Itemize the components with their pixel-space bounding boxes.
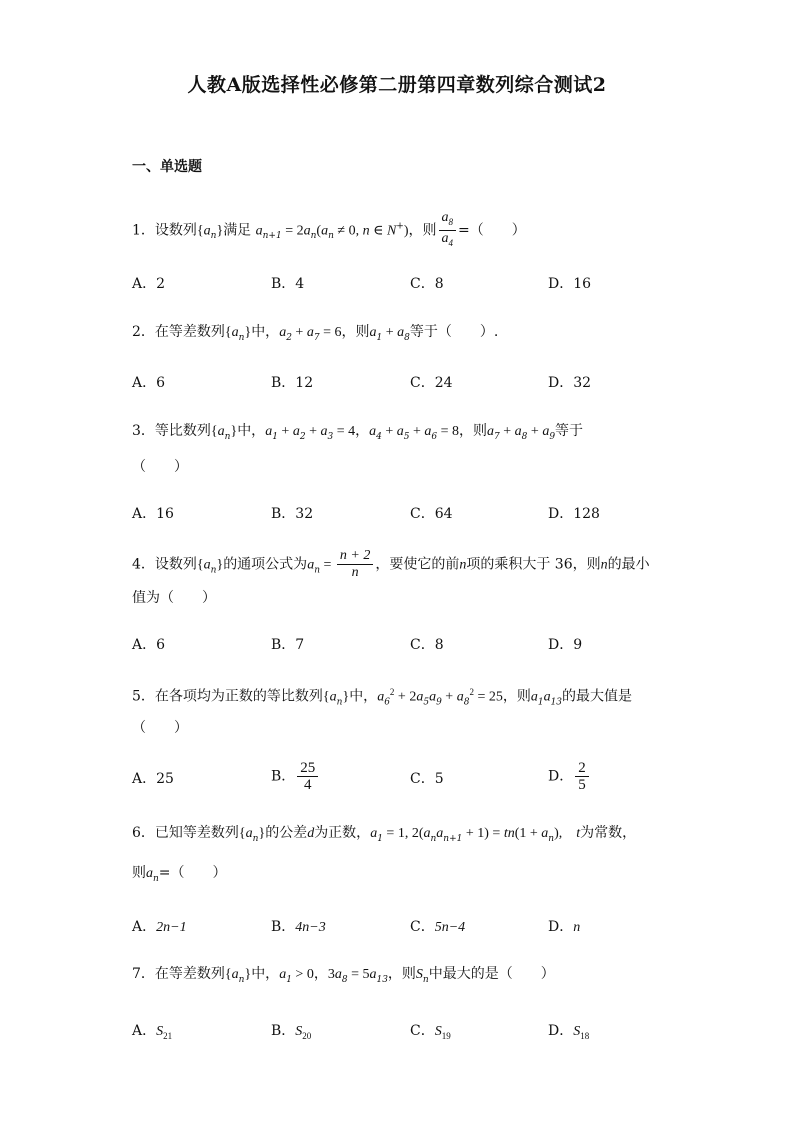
question-3: 3．等比数列$\{a_n\}$中，$a_1 + a_2 + a_3 = 4$，$a_4 + a_5 + a_6 = 8$，则$a_7 + a_8 + a_9$等于 (132, 423, 584, 442)
option-b[interactable]: B．$S_{20}$ (271, 1023, 312, 1041)
option-d[interactable]: D．$S_{18}$ (548, 1023, 590, 1041)
option-a[interactable]: A．25 (132, 771, 174, 787)
section-heading: 一、单选题 (132, 159, 202, 175)
question-6: 6．已知等差数列$\{a_n\}$的公差d为正数，$a_1 = 1$, $2(a_na_{n+1} + 1) = tn(1 + a_n)$, t为常数， (132, 825, 637, 844)
options-6 (132, 916, 652, 940)
option-a[interactable]: A．$S_{21}$ (132, 1023, 173, 1041)
option-d[interactable]: D．9 (548, 637, 583, 653)
options-3 (132, 503, 652, 527)
option-b[interactable]: B．7 (271, 637, 305, 653)
option-b[interactable]: B． $\frac{25}{4}$ (271, 760, 320, 793)
options-4 (132, 634, 652, 658)
option-c[interactable]: C．5 (410, 771, 444, 787)
option-d[interactable]: D．32 (548, 375, 592, 391)
option-b[interactable]: B．12 (271, 375, 314, 391)
options-2 (132, 372, 652, 396)
question-4: 4．设数列$\{a_n\}$的通项公式为$a_n$ = $\frac{n + 2}{n}$ ，要使它的前n项的乘积大于 36，则n的最小 (132, 548, 650, 580)
option-a[interactable]: A．16 (132, 506, 174, 522)
option-c[interactable]: C．5n−4 (410, 919, 466, 935)
option-d[interactable]: D． $\frac{2}{5}$ (548, 760, 591, 793)
option-a[interactable]: A．2 (132, 276, 166, 292)
option-a[interactable]: A．2n−1 (132, 919, 187, 935)
option-b[interactable]: B．4n−3 (271, 919, 326, 935)
question-1: 1．设数列$\{a_n\}$满足 $a_{n+1} = 2a_n(a_n \ne 0$, n ∈ N+)，则 $\frac{a_8}{a_4}$ =（ ） (132, 210, 526, 248)
option-b[interactable]: B．32 (271, 506, 314, 522)
page-title: 人教A版选择性必修第二册第四章数列综合测试2 (187, 74, 607, 96)
option-a[interactable]: A．6 (132, 375, 166, 391)
option-c[interactable]: C．$S_{19}$ (410, 1023, 451, 1041)
question-5-paren: （ ） (132, 720, 188, 736)
question-3-paren: （ ） (132, 459, 188, 475)
option-b[interactable]: B．4 (271, 276, 305, 292)
option-c[interactable]: C．8 (410, 637, 444, 653)
options-5 (132, 760, 652, 800)
option-c[interactable]: C．8 (410, 276, 444, 292)
option-d[interactable]: D．16 (548, 276, 592, 292)
options-7 (132, 1020, 652, 1044)
option-c[interactable]: C．64 (410, 506, 453, 522)
option-d[interactable]: D．n (548, 919, 581, 935)
question-5: 5．在各项均为正数的等比数列$\{a_n\}$中，$a_6^2 + 2a_5a_9 + a_8^2 = 25$，则$a_1a_{13}$的最大值是 (132, 687, 633, 708)
question-2: 2．在等差数列$\{a_n\}$中，$a_2 + a_7 = 6$，则$a_1 + a_8$等于（ ）. (132, 324, 499, 343)
options-1 (132, 273, 652, 297)
option-d[interactable]: D．128 (548, 506, 600, 522)
option-c[interactable]: C．24 (410, 375, 453, 391)
option-a[interactable]: A．6 (132, 637, 166, 653)
question-7: 7．在等差数列$\{a_n\}$中，$a_1 > 0$，$3a_8 = 5a_{13}$，则$S_n$中最大的是（ ） (132, 966, 555, 985)
question-4-line2: 值为（ ） (132, 590, 216, 606)
question-6-line2: 则$a_n=$（ ） (132, 865, 227, 884)
